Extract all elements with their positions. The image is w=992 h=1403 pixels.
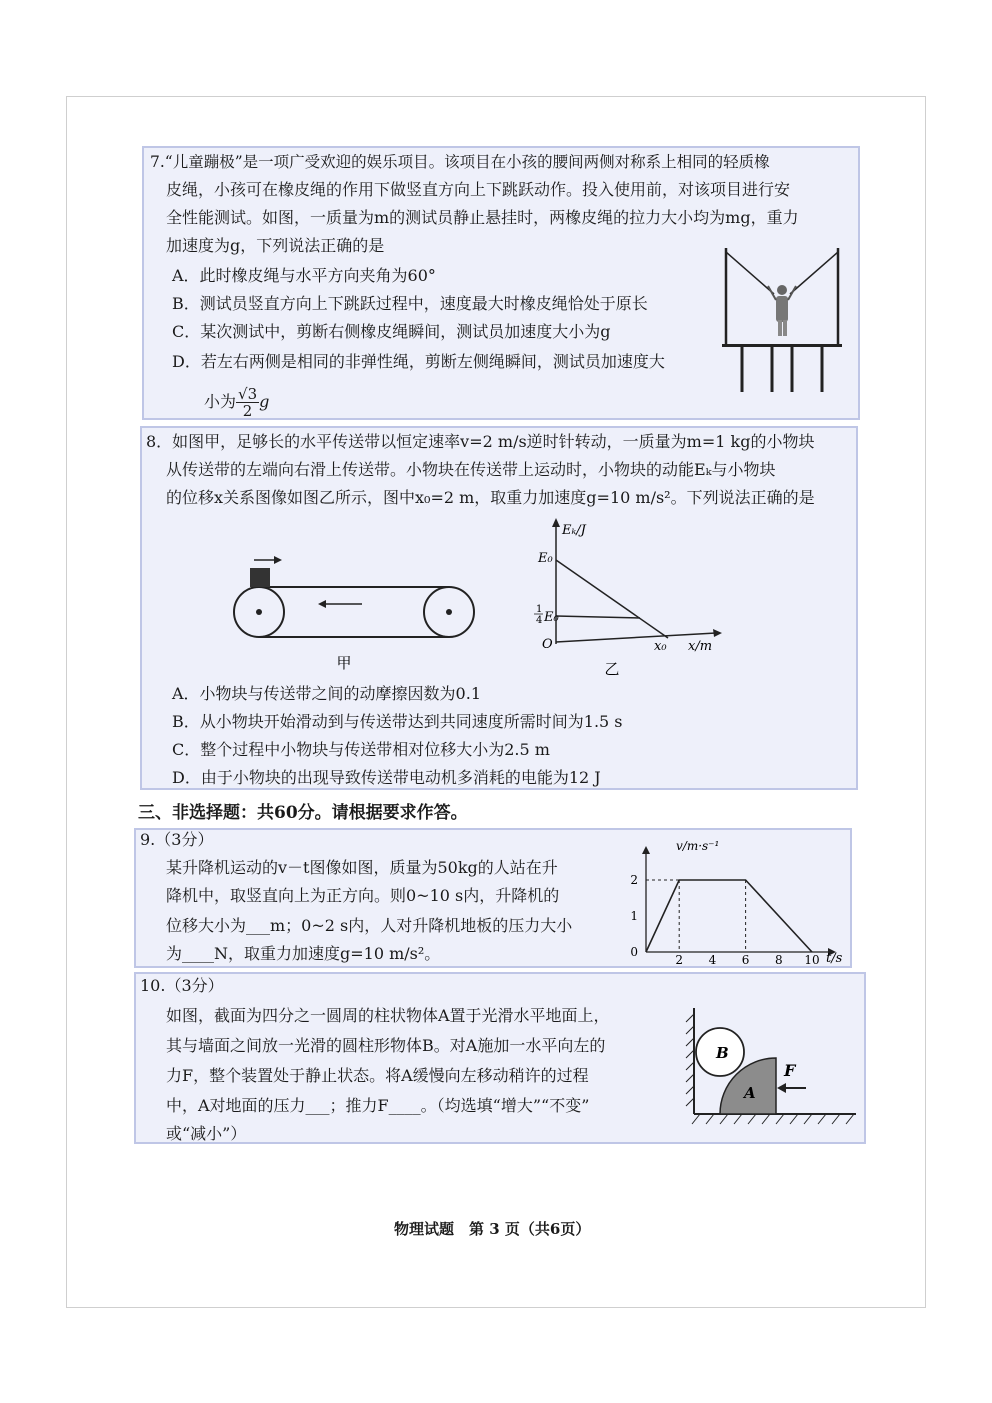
- vt-y-axis-arrow: [642, 846, 650, 854]
- belt-direction-arrowhead: [318, 600, 326, 608]
- ek-line-quarter: [556, 616, 640, 618]
- ek-line-decreasing: [556, 560, 668, 638]
- q8-option-a: A．小物块与传送带之间的动摩擦因数为0.1: [172, 684, 482, 703]
- object-a-label: A: [744, 1084, 756, 1102]
- page-footer: 物理试题 第 3 页（共6页）: [394, 1220, 591, 1238]
- q10-line-4: 中，A对地面的压力___；推力F____。（均选填“增大”“不变”: [166, 1096, 590, 1115]
- q7-fraction: [236, 386, 259, 419]
- q8-line-2: 从传送带的左端向右滑上传送带。小物块在传送带上运动时，小物块的动能Eₖ与小物块: [166, 460, 776, 479]
- q10-head: 10.（3分）: [140, 976, 224, 995]
- vt-y-tick-label: 0: [630, 945, 638, 959]
- ek-quarter-num: 1: [536, 604, 543, 615]
- q7-line-4: 加速度为g，下列说法正确的是: [166, 236, 385, 255]
- q7-line-3: 全性能测试。如图，一质量为m的测试员静止悬挂时，两橡皮绳的拉力大小均为mg，重力: [166, 208, 799, 227]
- bungee-figure: [718, 244, 846, 396]
- q7-option-a: A．此时橡皮绳与水平方向夹角为60°: [172, 266, 436, 285]
- q7-option-d-suffix: g: [259, 392, 270, 411]
- q8-option-d: D．由于小物块的出现导致传送带电动机多消耗的电能为12 J: [172, 768, 601, 787]
- vt-chart: [624, 832, 850, 968]
- ground-hatch: [692, 1114, 854, 1124]
- q9-line-1: 某升降机运动的v－t图像如图，质量为50kg的人站在升: [166, 858, 558, 877]
- object-b-label: B: [716, 1044, 729, 1062]
- q7-option-b: B．测试员竖直方向上下跳跃过程中，速度最大时橡皮绳恰处于原长: [172, 294, 648, 313]
- q8-line-1: 8．如图甲，足够长的水平传送带以恒定速率v=2 m/s逆时针转动，一质量为m=1 kg的小物块: [146, 432, 815, 451]
- ek-y-label: Eₖ/J: [562, 523, 586, 538]
- ek-origin-label: O: [542, 637, 553, 652]
- conveyor-right-axle: [446, 609, 452, 615]
- q9-head: 9.（3分）: [140, 830, 214, 849]
- force-f-label: F: [784, 1061, 796, 1080]
- vt-x-tick-label: 6: [741, 953, 750, 967]
- ek-x0-label: x₀: [654, 639, 667, 654]
- q8-option-c: C．整个过程中小物块与传送带相对位移大小为2.5 m: [172, 740, 550, 759]
- conveyor-left-axle: [256, 609, 262, 615]
- q10-line-3: 力F，整个装置处于静止状态。将A缓慢向左移动稍许的过程: [166, 1066, 589, 1085]
- q7-line-1: 7.“儿童蹦极”是一项广受欢迎的娱乐项目。该项目在小孩的腰间两侧对称系上相同的轻质橡: [150, 153, 770, 171]
- vt-y-tick-label: 2: [630, 873, 638, 887]
- fig-label-yi: 乙: [604, 660, 620, 678]
- bungee-child-figure: [768, 285, 796, 336]
- q7-fraction-denominator: 2: [242, 402, 253, 420]
- ek-x-axis-arrow: [713, 629, 722, 637]
- vt-series-line: [646, 880, 812, 952]
- vt-x-tick-label: 2: [675, 953, 684, 967]
- q9-line-2: 降机中，取竖直向上为正方向。则0~10 s内，升降机的: [166, 886, 560, 905]
- q9-line-3: 位移大小为___m；0~2 s内，人对升降机地板的压力大小: [166, 916, 573, 935]
- ek-x-label: x/m: [688, 639, 713, 654]
- vt-y-tick-label: 1: [630, 909, 638, 923]
- q10-line-1: 如图，截面为四分之一圆周的柱状物体A置于光滑水平地面上，: [166, 1006, 610, 1025]
- bungee-platform: [722, 344, 842, 347]
- small-block: [250, 568, 270, 587]
- ek-y-axis-arrow: [552, 518, 560, 527]
- bungee-right-rope: [790, 252, 838, 294]
- ek-x-graph: [522, 516, 734, 680]
- wall-cylinder-figure: [680, 1000, 864, 1132]
- block-velocity-arrowhead: [274, 556, 282, 564]
- vt-x-label: t/s: [826, 951, 843, 966]
- q10-line-5: 或“减小”）: [166, 1124, 247, 1143]
- q10-line-2: 其与墙面之间放一光滑的圆柱形物体B。对A施加一水平向左的: [166, 1036, 606, 1055]
- ek-quarter-den: 4: [536, 615, 543, 626]
- q7-fraction-numerator: √3: [238, 385, 258, 403]
- q7-option-c: C．某次测试中，剪断右侧橡皮绳瞬间，测试员加速度大小为g: [172, 322, 611, 341]
- vt-y-label: v/m·s⁻¹: [676, 839, 720, 853]
- q7-option-d: D．若左右两侧是相同的非弹性绳，剪断左侧绳瞬间，测试员加速度大: [172, 352, 665, 371]
- q7-option-d-prefix: 小为: [204, 392, 237, 411]
- vt-x-tick-label: 8: [774, 953, 783, 967]
- q9-line-4: 为____N，取重力加速度g=10 m/s²。: [166, 944, 441, 963]
- ek-quarter-e0: E₀: [544, 610, 559, 625]
- ek-e0-label: E₀: [538, 551, 553, 566]
- q8-option-b: B．从小物块开始滑动到与传送带达到共同速度所需时间为1.5 s: [172, 712, 623, 731]
- force-f-arrowhead: [777, 1083, 786, 1093]
- fig-label-jia: 甲: [336, 654, 352, 672]
- section-3-heading: 三、非选择题：共60分。请根据要求作答。: [138, 803, 468, 823]
- q7-option-d-continued: [204, 384, 269, 420]
- vt-x-tick-label: 4: [708, 953, 717, 967]
- vt-x-tick-label: 10: [804, 953, 820, 967]
- q8-line-3: 的位移x关系图像如图乙所示，图中x₀=2 m，取重力加速度g=10 m/s²。下列说法正确的是: [166, 488, 815, 507]
- q7-line-2: 皮绳，小孩可在橡皮绳的作用下做竖直方向上下跳跃动作。投入使用前，对该项目进行安: [166, 180, 791, 199]
- conveyor-belt-figure: [226, 552, 482, 674]
- bungee-left-rope: [726, 252, 774, 294]
- wall-hatch: [686, 1014, 694, 1106]
